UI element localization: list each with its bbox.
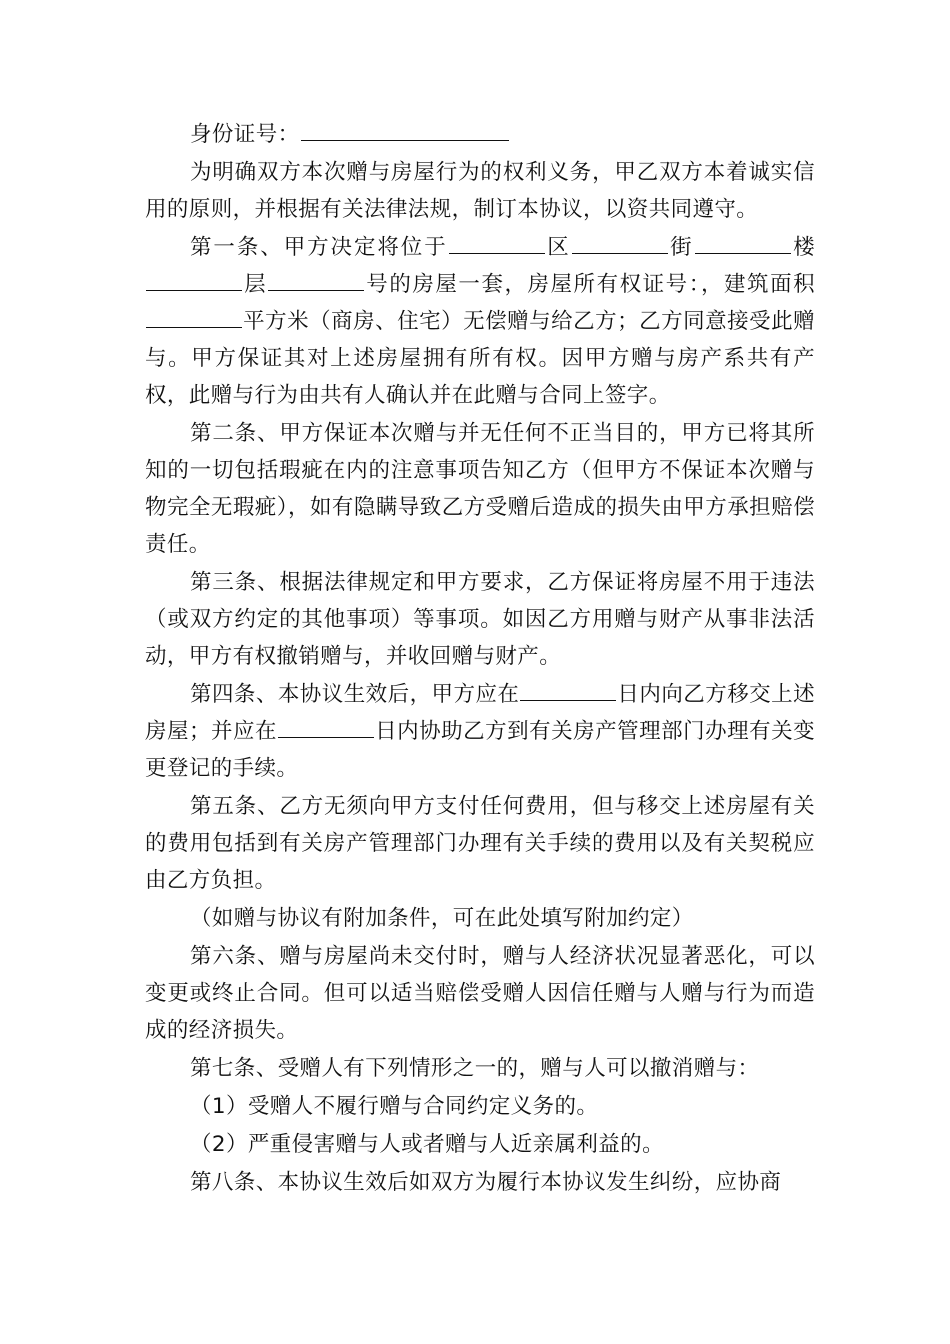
article-4-text-b: 日内向乙方移交上述房屋；并应在 — [145, 682, 815, 744]
article-4 — [145, 676, 815, 787]
article-1-text-c: 街 — [668, 235, 694, 260]
article-5: 第五条、乙方无须向甲方支付任何费用，但与移交上述房屋有关的费用包括到有关房产管理部门办理有关手续的费用以及有关契税应由乙方负担。 — [145, 794, 815, 893]
article-1-text-d: 楼 — [791, 235, 816, 260]
article-4-text-c: 日内协助乙方到有关房产管理部门办理有关变更登记的手续。 — [145, 719, 815, 781]
article-2: 第二条、甲方保证本次赠与并无任何不正当目的，甲方已将其所知的一切包括瑕疵在内的注意事项告知乙方（但甲方不保证本次赠与物完全无瑕疵），如有隐瞒导致乙方受赠后造成的损失由甲方承担赔偿责任。 — [145, 421, 815, 557]
building-blank[interactable] — [695, 229, 791, 254]
id-number-line — [145, 116, 815, 153]
id-number-label: 身份证号： — [190, 122, 300, 147]
district-blank[interactable] — [449, 229, 545, 254]
contract-body — [145, 116, 815, 1202]
id-number-blank[interactable] — [301, 116, 509, 141]
article-1-text-e: 层 — [243, 272, 268, 297]
intro-paragraph: 为明确双方本次赠与房屋行为的权利义务，甲乙双方本着诚实信用的原则，并根据有关法律法规，制订本协议，以资共同遵守。 — [145, 160, 815, 222]
additional-terms-note: （如赠与协议有附加条件，可在此处填写附加约定） — [190, 906, 694, 931]
article-1-text-g: 平方米（商房、住宅）无偿赠与给乙方；乙方同意接受此赠与。甲方保证其对上述房屋拥有所有权。因甲方赠与房产系共有产权，此赠与行为由共有人确认并在此赠与合同上签字。 — [145, 309, 815, 408]
article-4-text-a: 第四条、本协议生效后，甲方应在 — [190, 682, 520, 707]
article-1-text-a: 第一条、甲方决定将位于 — [190, 235, 448, 260]
article-3: 第三条、根据法律规定和甲方要求，乙方保证将房屋不用于违法（或双方约定的其他事项）等事项。如因乙方用赠与财产从事非法活动，甲方有权撤销赠与，并收回赠与财产。 — [145, 570, 815, 669]
registration-days-blank[interactable] — [278, 713, 374, 738]
article-6: 第六条、赠与房屋尚未交付时，赠与人经济状况显著恶化，可以变更或终止合同。但可以适当赔偿受赠人因信任赠与人赠与行为而造成的经济损失。 — [145, 944, 815, 1043]
article-7: 第七条、受赠人有下列情形之一的，赠与人可以撤消赠与： — [190, 1056, 760, 1081]
article-7-item-2: （2）严重侵害赠与人或者赠与人近亲属利益的。 — [190, 1132, 664, 1157]
article-1-text-b: 区 — [545, 235, 571, 260]
area-blank[interactable] — [146, 303, 242, 328]
floor-blank[interactable] — [146, 266, 242, 291]
article-1 — [145, 229, 815, 414]
article-8: 第八条、本协议生效后如双方为履行本协议发生纠纷，应协商 — [190, 1170, 782, 1195]
street-blank[interactable] — [572, 229, 668, 254]
article-7-item-1: （1）受赠人不履行赠与合同约定义务的。 — [190, 1094, 599, 1119]
room-number-blank[interactable] — [268, 266, 364, 291]
handover-days-blank[interactable] — [520, 676, 616, 701]
article-1-text-f: 号的房屋一套，房屋所有权证号：，建筑面积 — [365, 272, 815, 297]
